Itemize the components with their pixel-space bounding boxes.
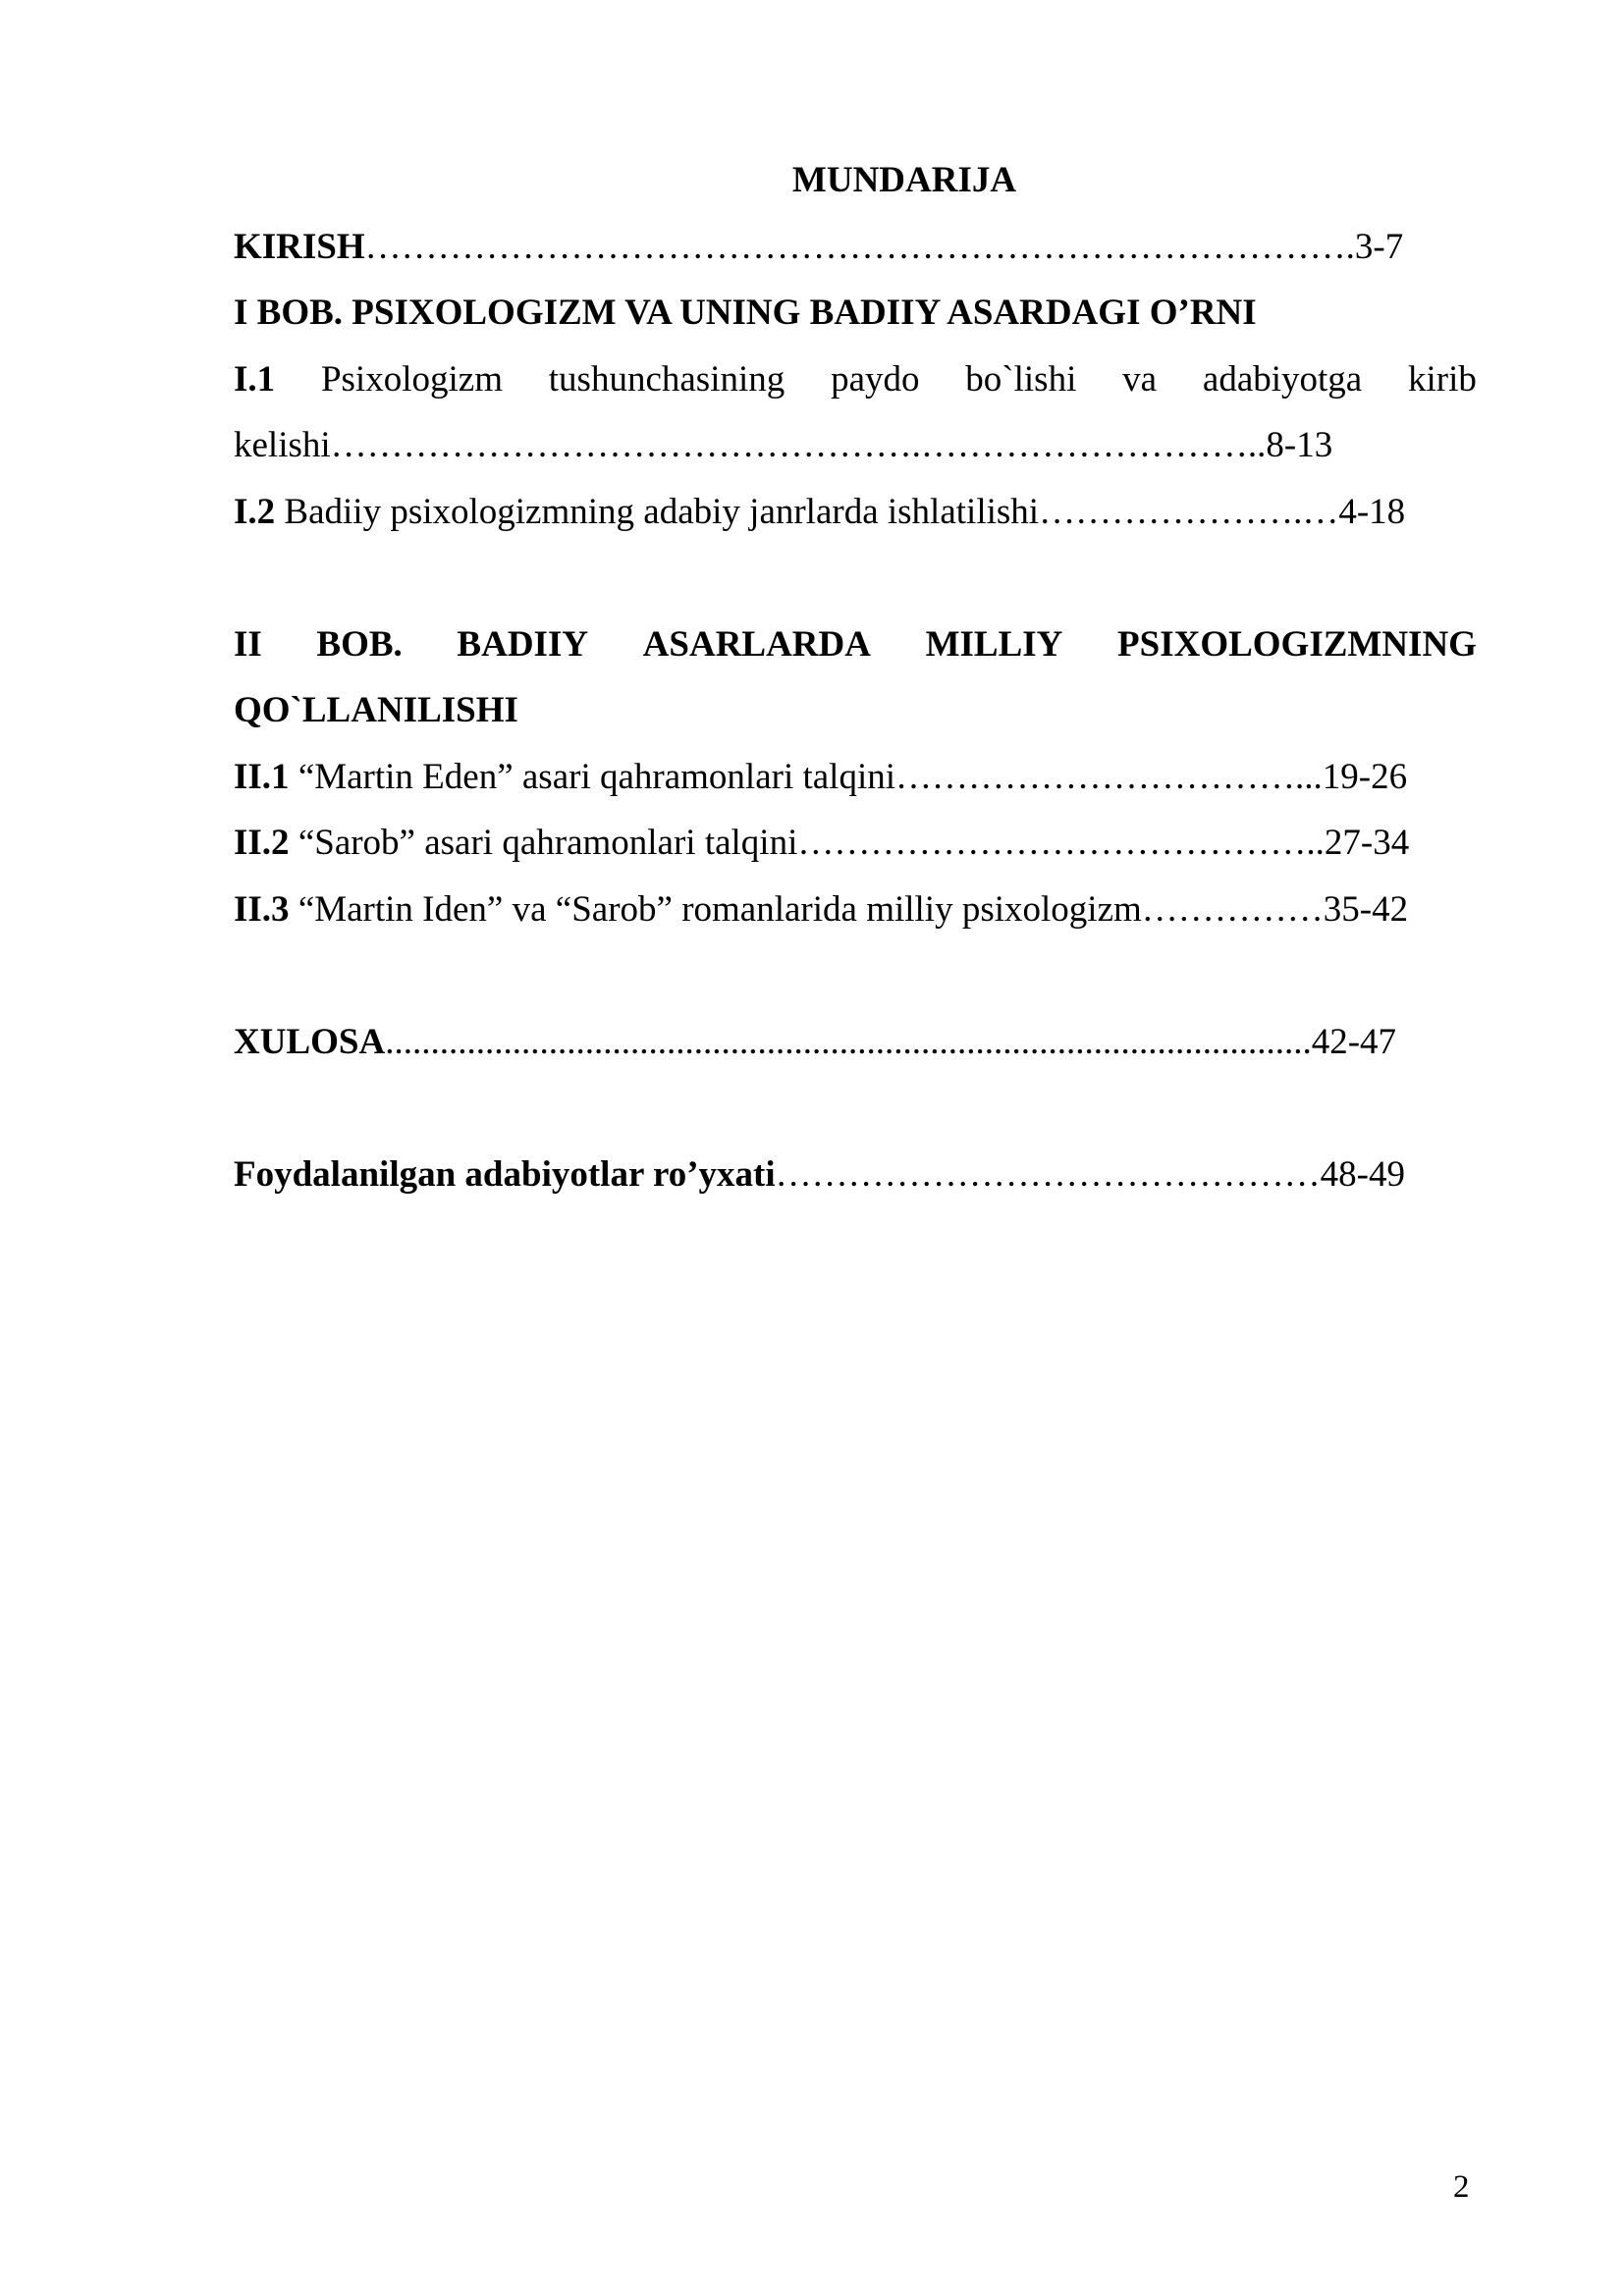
section-number: II.3: [234, 888, 290, 930]
toc-label: XULOSA: [234, 1021, 386, 1062]
toc-text: “Martin Eden” asari qahramonlari talqini: [289, 756, 896, 797]
toc-text: kelishi: [234, 425, 331, 465]
toc-word: adabiyotga: [1202, 358, 1363, 400]
section-number: I.2: [234, 491, 276, 532]
toc-entry-2-2: [234, 810, 1477, 877]
heading-word: II: [234, 623, 262, 665]
toc-leader: ………………………………………: [775, 1153, 1321, 1195]
spacer: [234, 942, 1477, 1009]
toc-entry-1-1-line2: [234, 412, 1477, 479]
heading-word: PSIXOLOGIZMNING: [1117, 623, 1477, 665]
toc-label: KIRISH: [234, 226, 365, 267]
toc-word: tushunchasining: [548, 358, 785, 400]
spacer: [234, 545, 1477, 612]
toc-leader: ……………………………...: [895, 756, 1323, 797]
toc-pages: 3-7: [1354, 226, 1404, 267]
toc-word: bo`lishi: [965, 358, 1077, 400]
heading-word: BOB.: [316, 623, 403, 665]
toc-entry-1-1-line1: [234, 347, 1477, 413]
toc-entry-2-1: [234, 744, 1477, 811]
table-of-contents: [234, 147, 1477, 1207]
section-number: II.2: [234, 823, 290, 863]
chapter-2-heading-line1: [234, 612, 1477, 678]
spacer: [234, 1075, 1477, 1142]
toc-pages: 4-18: [1338, 491, 1406, 532]
heading-word: BADIIY: [457, 623, 589, 665]
toc-pages: 8-13: [1266, 425, 1333, 465]
toc-word: Psixologizm: [320, 358, 503, 400]
toc-word: va: [1122, 358, 1158, 400]
toc-title: MUNDARIJA: [791, 160, 1017, 200]
toc-pages: 42-47: [1311, 1021, 1397, 1062]
toc-pages: 35-42: [1323, 888, 1409, 930]
toc-entry-references: [234, 1142, 1477, 1208]
toc-leader: ………………….…: [1039, 491, 1339, 532]
toc-leader: ……………………………………………………………………….: [364, 226, 1355, 267]
toc-text: “Martin Iden” va “Sarob” romanlarida milliy psixologizm: [289, 888, 1142, 930]
toc-leader: ……………………………………..: [797, 823, 1325, 863]
toc-entry-xulosa: [234, 1009, 1477, 1076]
toc-label: Foydalanilgan adabiyotlar ro’yxati: [234, 1153, 776, 1195]
toc-entry-1-2: [234, 479, 1477, 546]
chapter-2-heading-line2: QO`LLANILISHI: [234, 690, 518, 730]
toc-text: “Sarob” asari qahramonlari talqini: [289, 823, 798, 863]
toc-word: paydo: [831, 358, 920, 400]
heading-word: MILLIY: [925, 623, 1063, 665]
chapter-1-heading: I BOB. PSIXOLOGIZM VA UNING BADIIY ASARDAGI O’RNI: [234, 293, 1257, 333]
toc-pages: 19-26: [1322, 756, 1408, 797]
toc-leader: ……………: [1141, 888, 1324, 930]
section-number: II.1: [234, 756, 290, 797]
toc-entry-kirish: [234, 214, 1477, 281]
toc-pages: 48-49: [1320, 1153, 1405, 1195]
toc-pages: 27-34: [1324, 823, 1410, 863]
toc-leader: ………………………………………….………………………..: [330, 425, 1267, 465]
toc-entry-2-3: [234, 877, 1477, 943]
toc-word: kirib: [1408, 358, 1477, 400]
toc-text: Badiiy psixologizmning adabiy janrlarda ishlatilishi: [275, 491, 1040, 532]
section-number: I.1: [234, 358, 276, 400]
page-number: 2: [1453, 2169, 1470, 2205]
heading-word: ASARLARDA: [642, 623, 871, 665]
toc-leader: ......................................................................................................: [385, 1021, 1312, 1062]
